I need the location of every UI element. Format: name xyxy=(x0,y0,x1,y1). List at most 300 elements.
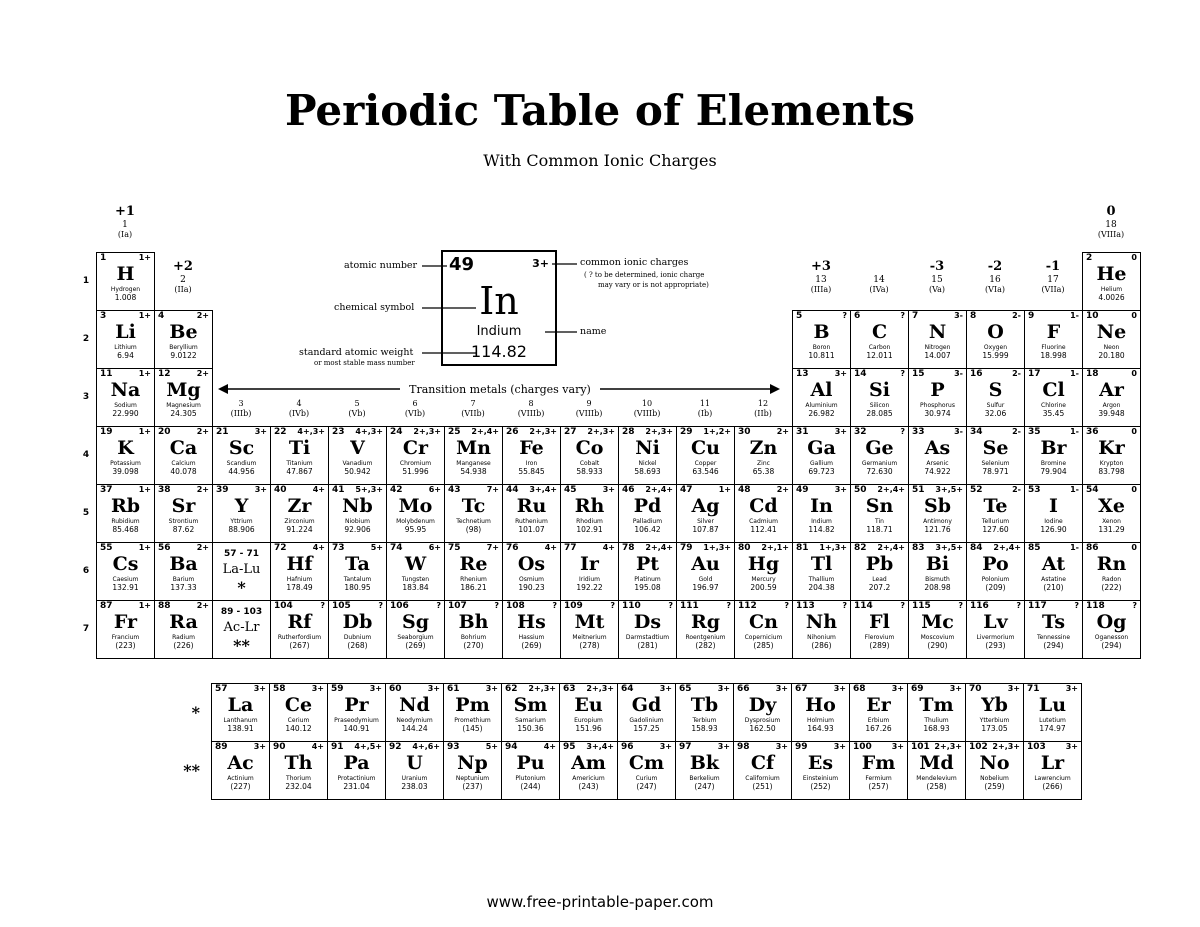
ionic-charge: 3+ xyxy=(659,684,672,693)
element-symbol: Po xyxy=(982,553,1009,575)
transition-group-header-12 xyxy=(734,399,792,419)
element-ir[interactable] xyxy=(560,542,619,601)
element-ti[interactable] xyxy=(270,426,329,485)
element-name: Iron xyxy=(525,460,538,467)
element-ru[interactable] xyxy=(502,484,561,543)
element-name: Vanadium xyxy=(342,460,373,467)
element-sn[interactable] xyxy=(850,484,909,543)
element-sr[interactable] xyxy=(154,484,213,543)
charges-note-2: may vary or is not appropriate) xyxy=(598,281,709,289)
ionic-charge: 4+ xyxy=(544,543,557,552)
element-sb[interactable] xyxy=(908,484,967,543)
atomic-weight: 6.94 xyxy=(117,351,134,360)
atomic-number: 36 xyxy=(1086,427,1099,437)
element-sg[interactable] xyxy=(386,600,445,659)
element-rf[interactable] xyxy=(270,600,329,659)
atomic-number: 97 xyxy=(679,742,692,752)
element-name: Tantalum xyxy=(343,576,372,583)
element-cu[interactable] xyxy=(676,426,735,485)
element-pr[interactable] xyxy=(327,683,386,742)
element-cm[interactable] xyxy=(617,741,676,800)
atomic-weight: 14.007 xyxy=(924,351,951,360)
atomic-number: 42 xyxy=(390,485,403,495)
element-u[interactable] xyxy=(385,741,444,800)
atomic-number: 11 xyxy=(100,369,113,379)
group-roman: (IVa) xyxy=(869,285,889,294)
element-name: Selenium xyxy=(981,460,1010,467)
atomic-number: 4 xyxy=(158,311,165,321)
atomic-number: 10 xyxy=(1086,311,1099,321)
element-symbol: Ti xyxy=(288,437,311,459)
element-es[interactable] xyxy=(791,741,850,800)
actinides-placeholder[interactable] xyxy=(212,600,271,659)
element-symbol: Ta xyxy=(345,553,370,575)
ionic-charge: 1+ xyxy=(138,485,151,494)
element-mg[interactable] xyxy=(154,368,213,427)
element-ag[interactable] xyxy=(676,484,735,543)
element-symbol: Ag xyxy=(691,495,720,517)
element-ge[interactable] xyxy=(850,426,909,485)
element-lv[interactable] xyxy=(966,600,1025,659)
ionic-charge: 3+ xyxy=(775,684,788,693)
element-pa[interactable] xyxy=(327,741,386,800)
element-mo[interactable] xyxy=(386,484,445,543)
name-label: name xyxy=(580,326,607,337)
element-w[interactable] xyxy=(386,542,445,601)
element-se[interactable] xyxy=(966,426,1025,485)
element-symbol: Br xyxy=(1040,437,1067,459)
ionic-charge: 2+,3+ xyxy=(413,427,441,436)
atomic-number: 21 xyxy=(216,427,229,437)
atomic-weight: 131.29 xyxy=(1098,525,1125,534)
atomic-weight: 63.546 xyxy=(692,467,719,476)
ionic-charge: 2+ xyxy=(196,369,209,378)
atomic-weight: (257) xyxy=(868,782,889,791)
element-hf[interactable] xyxy=(270,542,329,601)
element-cl[interactable] xyxy=(1024,368,1083,427)
element-symbol: As xyxy=(924,437,951,459)
element-nh[interactable] xyxy=(792,600,851,659)
group-number: 6 xyxy=(412,399,418,408)
atomic-number: 2 xyxy=(1086,253,1093,263)
element-name: Yttrium xyxy=(230,518,253,525)
ionic-charge: 6+ xyxy=(428,485,441,494)
atomic-number: 43 xyxy=(448,485,461,495)
group-number: 15 xyxy=(931,275,943,285)
element-symbol: Og xyxy=(1096,611,1127,633)
element-s[interactable] xyxy=(966,368,1025,427)
element-nd[interactable] xyxy=(385,683,444,742)
ionic-charge: 1- xyxy=(1070,311,1079,320)
element-mt[interactable] xyxy=(560,600,619,659)
element-symbol: Ce xyxy=(284,694,313,716)
element-fe[interactable] xyxy=(502,426,561,485)
element-pb[interactable] xyxy=(850,542,909,601)
ionic-charge: 2+ xyxy=(196,485,209,494)
group-number: 7 xyxy=(470,399,476,408)
atomic-number: 34 xyxy=(970,427,983,437)
element-cn[interactable] xyxy=(734,600,793,659)
element-lr[interactable] xyxy=(1023,741,1082,800)
element-name: Beryllium xyxy=(169,344,198,351)
element-v[interactable] xyxy=(328,426,387,485)
element-i[interactable] xyxy=(1024,484,1083,543)
element-np[interactable] xyxy=(443,741,502,800)
element-re[interactable] xyxy=(444,542,503,601)
atomic-number: 23 xyxy=(332,427,345,437)
ionic-charge: 3+ xyxy=(834,369,847,378)
element-name: Mercury xyxy=(751,576,776,583)
element-p[interactable] xyxy=(908,368,967,427)
atomic-number: 100 xyxy=(853,742,872,752)
element-n[interactable] xyxy=(908,310,967,369)
element-sc[interactable] xyxy=(212,426,271,485)
element-zr[interactable] xyxy=(270,484,329,543)
element-name: Aluminium xyxy=(805,402,838,409)
atomic-number: 68 xyxy=(853,684,866,694)
atomic-weight: 132.91 xyxy=(112,583,139,592)
transition-group-header-10 xyxy=(618,399,676,419)
group-number: 18 xyxy=(1105,220,1117,230)
element-name: Europium xyxy=(574,717,603,724)
element-br[interactable] xyxy=(1024,426,1083,485)
atomic-weight: 174.97 xyxy=(1039,724,1066,733)
atomic-number: 14 xyxy=(854,369,867,379)
element-symbol: Se xyxy=(982,437,1009,459)
atomic-weight: 78.971 xyxy=(982,467,1009,476)
element-yb[interactable] xyxy=(965,683,1024,742)
element-o[interactable] xyxy=(966,310,1025,369)
atomic-number: 116 xyxy=(970,601,989,611)
element-cs[interactable] xyxy=(96,542,155,601)
ionic-charge: 3+ xyxy=(253,742,266,751)
element-th[interactable] xyxy=(269,741,328,800)
element-cd[interactable] xyxy=(734,484,793,543)
atomic-weight: 162.50 xyxy=(749,724,776,733)
element-md[interactable] xyxy=(907,741,966,800)
element-pu[interactable] xyxy=(501,741,560,800)
element-name: Iridium xyxy=(578,576,601,583)
element-mc[interactable] xyxy=(908,600,967,659)
atomic-weight: (251) xyxy=(752,782,773,791)
atomic-number: 51 xyxy=(912,485,925,495)
element-kr[interactable] xyxy=(1082,426,1141,485)
element-name: Argon xyxy=(1102,402,1121,409)
element-co[interactable] xyxy=(560,426,619,485)
element-ga[interactable] xyxy=(792,426,851,485)
group-number: 4 xyxy=(296,399,302,408)
element-po[interactable] xyxy=(966,542,1025,601)
element-k[interactable] xyxy=(96,426,155,485)
element-ds[interactable] xyxy=(618,600,677,659)
element-in[interactable] xyxy=(792,484,851,543)
atomic-weight: 167.26 xyxy=(865,724,892,733)
element-tl[interactable] xyxy=(792,542,851,601)
element-symbol: Sg xyxy=(401,611,429,633)
element-f[interactable] xyxy=(1024,310,1083,369)
element-name: Rubidium xyxy=(111,518,140,525)
element-pd[interactable] xyxy=(618,484,677,543)
element-gd[interactable] xyxy=(617,683,676,742)
element-symbol: Mc xyxy=(921,611,954,633)
atomic-number-label: atomic number xyxy=(344,260,418,271)
element-name: Potassium xyxy=(110,460,141,467)
ionic-charge: 1+,3+ xyxy=(703,543,731,552)
ionic-charge: 5+ xyxy=(370,543,383,552)
element-os[interactable] xyxy=(502,542,561,601)
element-am[interactable] xyxy=(559,741,618,800)
element-er[interactable] xyxy=(849,683,908,742)
element-rg[interactable] xyxy=(676,600,735,659)
element-b[interactable] xyxy=(792,310,851,369)
element-symbol: Fm xyxy=(861,752,896,774)
element-symbol: B xyxy=(813,321,830,343)
atomic-weight: 79.904 xyxy=(1040,467,1067,476)
element-tc[interactable] xyxy=(444,484,503,543)
element-nb[interactable] xyxy=(328,484,387,543)
element-hg[interactable] xyxy=(734,542,793,601)
element-name: Hydrogen xyxy=(110,286,141,293)
element-name: Protactinium xyxy=(337,775,376,782)
atomic-weight: (145) xyxy=(462,724,483,733)
element-bh[interactable] xyxy=(444,600,503,659)
ionic-charge: 2+,1+ xyxy=(761,543,789,552)
element-symbol: Ds xyxy=(633,611,662,633)
element-bi[interactable] xyxy=(908,542,967,601)
atomic-weight: 173.05 xyxy=(981,724,1008,733)
group-number: 16 xyxy=(989,275,1001,285)
element-ce[interactable] xyxy=(269,683,328,742)
element-symbol: Lu xyxy=(1038,694,1067,716)
atomic-weight: 127.60 xyxy=(982,525,1009,534)
element-fm[interactable] xyxy=(849,741,908,800)
period-number: 7 xyxy=(82,624,90,634)
ionic-charge: 3- xyxy=(954,311,963,320)
element-la[interactable] xyxy=(211,683,270,742)
element-ni[interactable] xyxy=(618,426,677,485)
atomic-weight: (222) xyxy=(1101,583,1122,592)
element-y[interactable] xyxy=(212,484,271,543)
lanthanides-placeholder[interactable] xyxy=(212,542,271,601)
element-symbol: C xyxy=(871,321,888,343)
ionic-charge: 0 xyxy=(1131,485,1137,494)
element-te[interactable] xyxy=(966,484,1025,543)
element-hs[interactable] xyxy=(502,600,561,659)
element-ac[interactable] xyxy=(211,741,270,800)
atomic-weight: (223) xyxy=(115,641,136,650)
element-ne[interactable] xyxy=(1082,310,1141,369)
chemical-symbol-label: chemical symbol xyxy=(334,302,415,313)
ionic-charge: ? xyxy=(900,427,905,436)
element-be[interactable] xyxy=(154,310,213,369)
atomic-number: 29 xyxy=(680,427,693,437)
element-au[interactable] xyxy=(676,542,735,601)
footer-url[interactable]: www.free-printable-paper.com xyxy=(486,893,714,911)
element-symbol: Cs xyxy=(112,553,139,575)
element-name: Chromium xyxy=(399,460,432,467)
element-name: Helium xyxy=(1100,286,1123,293)
atomic-number: 99 xyxy=(795,742,808,752)
element-li[interactable] xyxy=(96,310,155,369)
element-at[interactable] xyxy=(1024,542,1083,601)
element-no[interactable] xyxy=(965,741,1024,800)
element-he[interactable] xyxy=(1082,252,1141,311)
element-name: Platinum xyxy=(634,576,661,583)
element-h[interactable] xyxy=(96,252,155,311)
atomic-weight: 164.93 xyxy=(807,724,834,733)
atomic-weight: 101.07 xyxy=(518,525,545,534)
element-fl[interactable] xyxy=(850,600,909,659)
element-mn[interactable] xyxy=(444,426,503,485)
atomic-number: 56 xyxy=(158,543,171,553)
legend-charge: 3+ xyxy=(532,257,549,270)
element-ca[interactable] xyxy=(154,426,213,485)
atomic-number: 81 xyxy=(796,543,809,553)
atomic-number: 80 xyxy=(738,543,751,553)
weight-label: standard atomic weight xyxy=(299,347,414,358)
atomic-weight: 32.06 xyxy=(984,409,1007,418)
atomic-weight: 12.011 xyxy=(866,351,893,360)
atomic-weight: 180.95 xyxy=(344,583,371,592)
legend-atomic-number: 49 xyxy=(449,254,475,275)
atomic-weight: 158.93 xyxy=(691,724,718,733)
atomic-number: 82 xyxy=(854,543,867,553)
atomic-number: 32 xyxy=(854,427,867,437)
element-rh[interactable] xyxy=(560,484,619,543)
element-symbol: Na xyxy=(110,379,141,401)
element-dy[interactable] xyxy=(733,683,792,742)
element-ra[interactable] xyxy=(154,600,213,659)
ionic-charge: 1+ xyxy=(138,253,151,262)
element-og[interactable] xyxy=(1082,600,1141,659)
element-c[interactable] xyxy=(850,310,909,369)
group-charge: -1 xyxy=(1045,259,1061,274)
atomic-weight: (268) xyxy=(347,641,368,650)
ionic-charge: 1+,2+ xyxy=(703,427,731,436)
atomic-weight: (210) xyxy=(1043,583,1064,592)
atomic-number: 114 xyxy=(854,601,873,611)
atomic-number: 118 xyxy=(1086,601,1105,611)
ionic-charge: 1+ xyxy=(138,311,151,320)
transition-group-header-9 xyxy=(560,399,618,419)
element-symbol: Rb xyxy=(110,495,141,517)
atomic-number: 83 xyxy=(912,543,925,553)
element-name: Silicon xyxy=(869,402,890,409)
ionic-charge: 4+ xyxy=(312,543,325,552)
element-ar[interactable] xyxy=(1082,368,1141,427)
atomic-number: 92 xyxy=(389,742,402,752)
atomic-number: 47 xyxy=(680,485,693,495)
element-name: Zinc xyxy=(757,460,770,467)
ionic-charge: 7+ xyxy=(486,543,499,552)
element-ta[interactable] xyxy=(328,542,387,601)
element-xe[interactable] xyxy=(1082,484,1141,543)
element-name: Barium xyxy=(172,576,195,583)
element-symbol: Db xyxy=(342,611,373,633)
atomic-weight: (286) xyxy=(811,641,832,650)
group-roman: (IVb) xyxy=(288,409,310,418)
ionic-charge: ? xyxy=(668,601,673,610)
element-si[interactable] xyxy=(850,368,909,427)
element-symbol: Cm xyxy=(628,752,665,774)
element-symbol: Ba xyxy=(169,553,198,575)
atomic-weight: (259) xyxy=(984,782,1005,791)
atomic-number: 77 xyxy=(564,543,577,553)
ionic-charge: 6+ xyxy=(428,543,441,552)
atomic-weight: 87.62 xyxy=(172,525,195,534)
element-symbol: N xyxy=(928,321,947,343)
element-al[interactable] xyxy=(792,368,851,427)
element-name: Lutetium xyxy=(1039,717,1066,724)
element-tm[interactable] xyxy=(907,683,966,742)
atomic-number: 67 xyxy=(795,684,808,694)
element-lu[interactable] xyxy=(1023,683,1082,742)
element-fr[interactable] xyxy=(96,600,155,659)
atomic-number: 18 xyxy=(1086,369,1099,379)
group-roman: (Vb) xyxy=(348,409,366,418)
element-ts[interactable] xyxy=(1024,600,1083,659)
element-zn[interactable] xyxy=(734,426,793,485)
element-name: Berkelium xyxy=(689,775,720,782)
element-pm[interactable] xyxy=(443,683,502,742)
element-pt[interactable] xyxy=(618,542,677,601)
element-rn[interactable] xyxy=(1082,542,1141,601)
ionic-charge: 1+ xyxy=(138,543,151,552)
element-symbol: Te xyxy=(983,495,1008,517)
atomic-number: 95 xyxy=(563,742,576,752)
element-ho[interactable] xyxy=(791,683,850,742)
atomic-weight: (209) xyxy=(985,583,1006,592)
element-symbol: Xe xyxy=(1098,495,1125,517)
ionic-charge: 2+ xyxy=(776,427,789,436)
ionic-charge: 3+,4+ xyxy=(529,485,557,494)
element-sm[interactable] xyxy=(501,683,560,742)
element-symbol: Ni xyxy=(635,437,660,459)
atomic-weight: 186.21 xyxy=(460,583,487,592)
element-symbol: Lr xyxy=(1040,752,1065,774)
atomic-number: 9 xyxy=(1028,311,1035,321)
transition-group-header-6 xyxy=(386,399,444,419)
ionic-charge: ? xyxy=(610,601,615,610)
group-header-14 xyxy=(851,259,907,295)
element-cr[interactable] xyxy=(386,426,445,485)
atomic-number: 64 xyxy=(621,684,634,694)
element-bk[interactable] xyxy=(675,741,734,800)
element-rb[interactable] xyxy=(96,484,155,543)
element-name: Neodymium xyxy=(396,717,433,724)
element-symbol: Rg xyxy=(690,611,721,633)
atomic-weight: 9.0122 xyxy=(170,351,197,360)
element-ba[interactable] xyxy=(154,542,213,601)
atomic-weight: (237) xyxy=(462,782,483,791)
atomic-weight: (98) xyxy=(465,525,482,534)
element-symbol: Sr xyxy=(171,495,196,517)
atomic-weight: 232.04 xyxy=(285,782,312,791)
element-cf[interactable] xyxy=(733,741,792,800)
element-tb[interactable] xyxy=(675,683,734,742)
group-charge: -3 xyxy=(929,259,945,274)
element-name: Californium xyxy=(745,775,780,782)
ionic-charge: 2+,3+ xyxy=(586,684,614,693)
atomic-weight: (270) xyxy=(463,641,484,650)
element-as[interactable] xyxy=(908,426,967,485)
atomic-number: 85 xyxy=(1028,543,1041,553)
element-na[interactable] xyxy=(96,368,155,427)
element-db[interactable] xyxy=(328,600,387,659)
atomic-weight: 58.693 xyxy=(634,467,661,476)
element-eu[interactable] xyxy=(559,683,618,742)
group-charge: 0 xyxy=(1106,204,1116,219)
